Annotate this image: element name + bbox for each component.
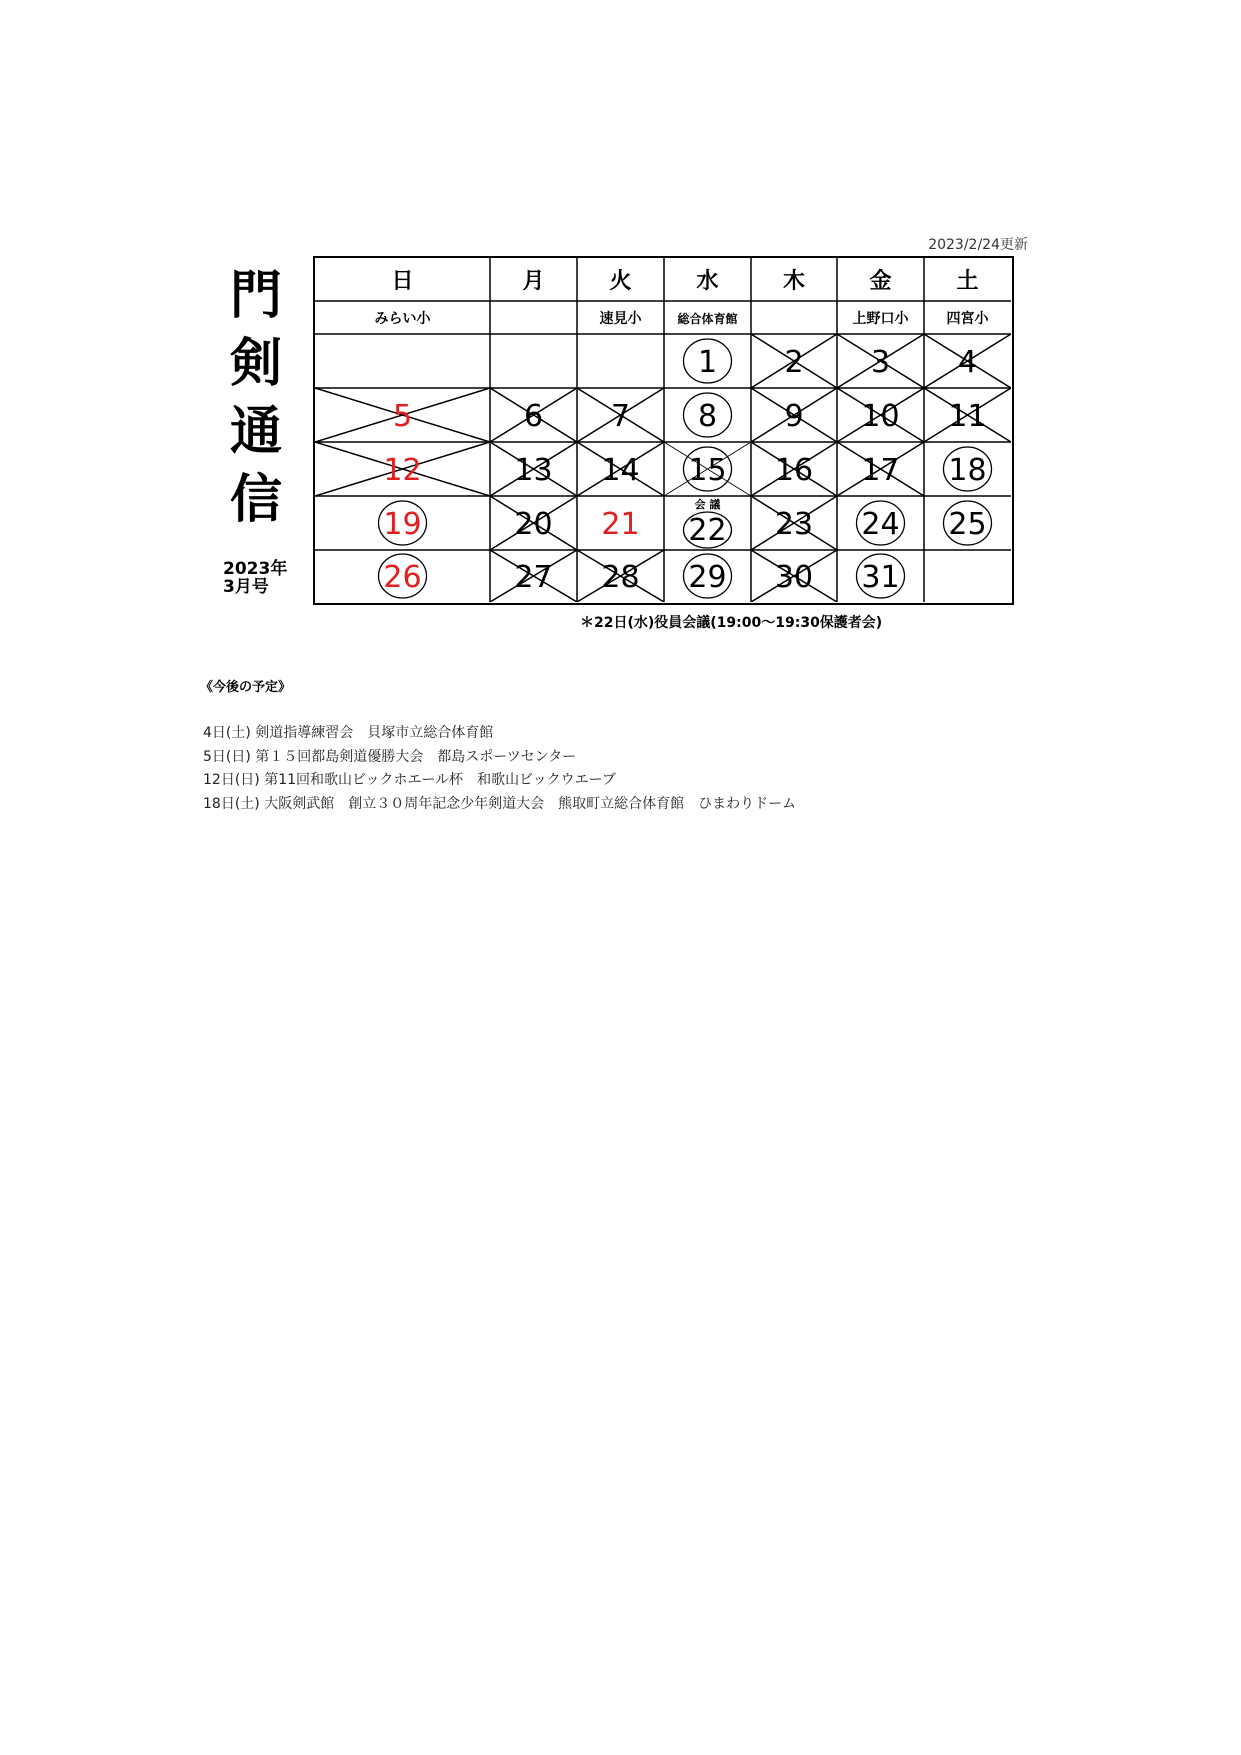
issue-month: 3月号 (223, 577, 269, 597)
title-char: 通 (229, 402, 282, 462)
day-number: 18 (948, 453, 987, 488)
updated-date: 2023/2/24更新 (928, 237, 1028, 253)
day-number: 17 (861, 453, 900, 488)
day-number: 23 (774, 507, 814, 542)
day-number: 4 (957, 345, 978, 380)
day-number: 10 (861, 399, 900, 434)
day-number: 24 (861, 507, 900, 542)
weekday-header: 月 (522, 269, 545, 294)
day-number: 19 (383, 507, 422, 542)
weekday-header: 火 (609, 269, 632, 294)
title-char: 門 (229, 266, 282, 326)
day-number: 31 (861, 560, 900, 595)
day-number: 3 (870, 345, 891, 380)
issue-label (223, 560, 287, 596)
weekday-header: 木 (782, 269, 806, 294)
day-number: 7 (610, 399, 631, 434)
day-number: 14 (601, 453, 640, 488)
schedule-item: 5日(日) 第１５回都島剣道優勝大会 都島スポーツセンター (203, 748, 577, 765)
schedule-list (203, 722, 796, 816)
day-number: 29 (688, 560, 727, 595)
venue-label: 速見小 (599, 311, 642, 327)
weekday-header: 水 (696, 269, 719, 294)
day-number: 15 (688, 453, 727, 488)
day-number: 8 (697, 399, 718, 434)
meeting-note: ＊22日(水)役員会議(19:00～19:30保護者会) (580, 615, 883, 631)
schedule-heading: 《今後の予定》 (200, 680, 292, 695)
day-number: 26 (383, 560, 422, 595)
day-note: 会 議 (694, 498, 721, 511)
day-number: 5 (392, 399, 413, 434)
newsletter-title (226, 262, 286, 534)
day-number: 20 (514, 507, 553, 542)
issue-year: 2023年 (223, 559, 288, 579)
day-number: 13 (514, 453, 553, 488)
venue-label: 総合体育館 (677, 312, 738, 326)
day-number: 21 (601, 507, 640, 542)
day-number: 30 (774, 560, 814, 595)
title-char: 信 (229, 470, 282, 530)
day-number: 12 (383, 453, 422, 488)
weekday-header: 日 (391, 269, 414, 294)
day-number: 6 (523, 399, 544, 434)
day-number: 2 (784, 345, 804, 380)
weekday-header: 金 (869, 269, 892, 294)
schedule-item: 4日(土) 剣道指導練習会 貝塚市立総合体育館 (203, 725, 494, 741)
venue-label: みらい小 (374, 311, 431, 327)
day-number: 22 (688, 513, 727, 548)
day-number: 28 (601, 560, 640, 595)
title-char: 剣 (229, 334, 282, 394)
day-number: 11 (948, 399, 987, 434)
calendar (313, 256, 1014, 605)
day-number: 27 (514, 560, 553, 595)
calendar-grid (315, 258, 1011, 602)
day-number: 25 (948, 507, 987, 542)
weekday-header: 土 (956, 269, 979, 294)
day-number: 16 (774, 453, 814, 488)
schedule-item: 18日(土) 大阪剣武館 創立３０周年記念少年剣道大会 熊取町立総合体育館 ひまわりドーム (203, 795, 797, 812)
schedule-item: 12日(日) 第11回和歌山ビックホエール杯 和歌山ビックウエーブ (203, 772, 616, 788)
day-number: 1 (697, 345, 718, 380)
venue-label: 四宮小 (946, 311, 989, 327)
day-number: 9 (784, 399, 804, 434)
venue-label: 上野口小 (852, 311, 909, 327)
